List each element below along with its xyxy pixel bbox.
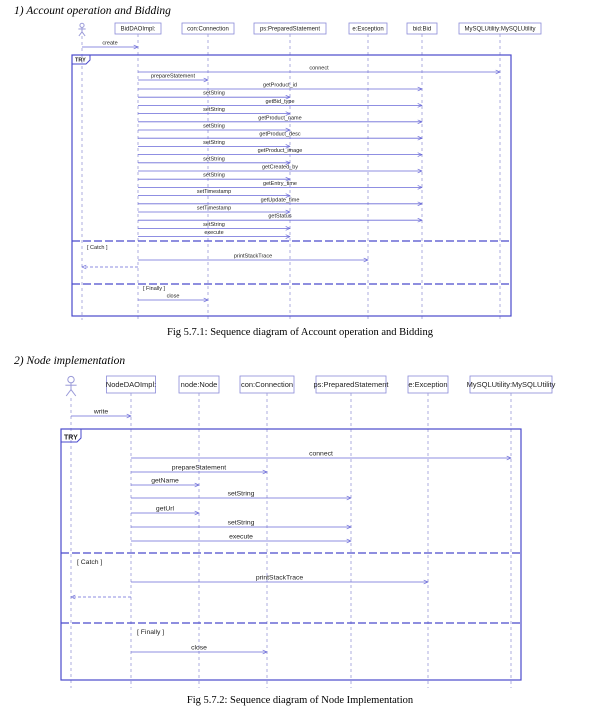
message-label: getName (151, 477, 179, 485)
diagram2-sequence (61, 376, 556, 688)
message-label: getUpdate_time (260, 197, 300, 204)
fragment-finally-label: [ Finally ] (137, 629, 165, 636)
lifeline-label: e:Exception (352, 26, 384, 33)
message (138, 66, 500, 73)
message (131, 506, 199, 514)
message (131, 491, 351, 499)
message (138, 83, 422, 90)
message-label: getUrl (155, 505, 175, 513)
fragment-catch-label: [ Catch ] (87, 245, 108, 251)
message-label: getProduct_image (257, 148, 303, 155)
lifeline (115, 23, 161, 320)
diagram2-caption: Fig 5.7.2: Sequence diagram of Node Implementation (186, 695, 414, 706)
message (138, 214, 422, 221)
lifeline-label: ps:PreparedStatement (313, 380, 389, 390)
message-label: setString (203, 156, 225, 163)
message (138, 132, 422, 139)
message-label: getProduct_name (258, 115, 302, 122)
message (138, 124, 290, 131)
message-label: close (166, 293, 180, 300)
lifeline-label: con:Connection (187, 26, 229, 33)
lifeline-label: NodeDAOImpl: (105, 380, 157, 390)
actor-icon (65, 376, 76, 396)
message-label: setTimestamp (196, 205, 232, 212)
message (138, 294, 208, 301)
message-label: setString (203, 221, 225, 228)
message-label: printStackTrace (233, 253, 273, 260)
message-label: execute (229, 533, 253, 541)
message (131, 645, 267, 653)
lifeline (179, 376, 219, 688)
message (138, 91, 290, 98)
message-label: connect (309, 65, 329, 72)
lifeline (182, 23, 234, 320)
message (138, 148, 422, 155)
lifeline-label: ps:PreparedStatement (259, 26, 321, 33)
lifeline-label: MySQLUtility:MySQLUtility (466, 380, 556, 390)
message (138, 197, 422, 204)
fragment-try-label: TRY (75, 57, 86, 64)
message (138, 206, 290, 213)
lifeline (467, 376, 556, 688)
message-label: setTimestamp (196, 189, 232, 196)
lifeline-label: e:Exception (408, 380, 448, 390)
message (138, 74, 208, 81)
diagram1-sequence (72, 23, 541, 320)
message-label: write (93, 408, 109, 416)
message (82, 41, 138, 48)
lifeline (407, 23, 437, 320)
try-catch-finally-fragment (61, 429, 521, 680)
lifeline (408, 376, 448, 688)
message (71, 409, 131, 417)
message-label: getProduct_id (263, 82, 297, 89)
message (138, 254, 368, 261)
message-label: setString (203, 90, 225, 97)
diagram1-heading: 1) Account operation and Bidding (14, 5, 171, 17)
message-label: getEntry_time (263, 180, 297, 187)
message-label: setString (203, 107, 225, 114)
lifeline (106, 376, 156, 688)
message (138, 165, 422, 172)
fragment-try-label: TRY (64, 434, 78, 442)
message-label: setString (203, 139, 225, 146)
message-label: prepareStatement (171, 464, 227, 472)
message (138, 181, 422, 188)
message-label: execute (204, 230, 224, 237)
diagram1-caption: Fig 5.7.1: Sequence diagram of Account operation and Bidding (167, 327, 433, 338)
actor-icon (78, 23, 85, 36)
lifeline-label: node:Node (180, 380, 218, 390)
diagram2-heading: 2) Node implementation (14, 355, 126, 367)
message-label: getProduct_desc (259, 131, 301, 138)
message-label: prepareStatement (150, 73, 196, 80)
lifeline-label: BidDAOImpl: (120, 26, 156, 33)
message (131, 478, 199, 486)
message-label: setString (227, 490, 255, 498)
message-label: printStackTrace (255, 574, 304, 582)
message (138, 173, 290, 180)
message-label: setString (203, 172, 225, 179)
fragment-catch-label: [ Catch ] (77, 559, 103, 566)
message-label: setString (227, 519, 255, 527)
lifeline-label: bid:Bid (412, 26, 432, 33)
message (138, 107, 290, 114)
message (138, 140, 290, 147)
message-label: create (102, 40, 118, 47)
message (131, 575, 428, 583)
lifeline-label: con:Connection (240, 380, 294, 390)
message-label: connect (309, 450, 333, 458)
lifeline-label: MySQLUtility:MySQLUtility (464, 26, 536, 33)
message-label: getCreated_by (261, 164, 299, 171)
message (138, 156, 290, 163)
message (138, 230, 290, 237)
message (131, 451, 511, 459)
lifeline (313, 376, 389, 688)
message-label: setString (203, 123, 225, 130)
message (131, 465, 267, 473)
message (131, 520, 351, 528)
message-label: close (191, 644, 207, 652)
message-label: getBid_type (265, 98, 295, 105)
message-label: getStatus (268, 213, 292, 220)
lifeline (349, 23, 387, 320)
message (138, 99, 422, 106)
lifeline (459, 23, 541, 320)
message (131, 534, 351, 542)
message (138, 222, 290, 229)
message (138, 115, 422, 122)
fragment-frame (61, 429, 521, 680)
lifeline (240, 376, 294, 688)
fragment-finally-label: [ Finally ] (143, 286, 166, 292)
message (138, 189, 290, 196)
